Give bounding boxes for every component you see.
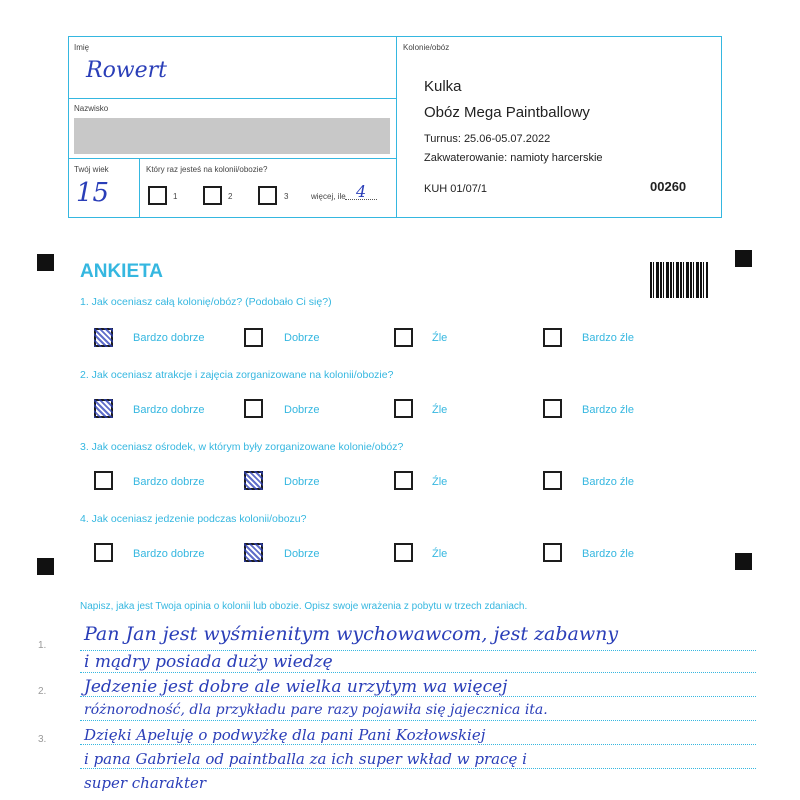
q1-bardzo-zle-checkbox[interactable] — [543, 328, 562, 347]
times-checkbox-2[interactable] — [203, 186, 222, 205]
line-number-1: 1. — [38, 640, 47, 651]
camp-code: KUH 01/07/1 — [424, 183, 487, 195]
writing-line-2 — [80, 672, 756, 673]
header-divider-age — [139, 158, 140, 218]
times-more-label: więcej, ile — [311, 192, 346, 201]
turnus: Turnus: 25.06-05.07.2022 — [424, 133, 551, 145]
surname-redacted — [74, 118, 390, 154]
q4-option-bardzo-zle: Bardzo źle — [582, 548, 634, 560]
times-checkbox-1[interactable] — [148, 186, 167, 205]
q1-dobrze-checkbox[interactable] — [244, 328, 263, 347]
name-value: Rowert — [86, 58, 168, 83]
barcode — [650, 262, 708, 298]
opinion-prompt: Napisz, jaka jest Twoja opinia o kolonii lub obozie. Opisz swoje wrażenia z pobytu w trzech zdaniach. — [80, 601, 528, 612]
alignment-marker-bottom-left — [37, 558, 54, 575]
q1-option-bardzo-zle: Bardzo źle — [582, 332, 634, 344]
accommodation: Zakwaterowanie: namioty harcerskie — [424, 152, 603, 164]
question-1: 1. Jak oceniasz całą kolonię/obóz? (Podobało Ci się?) — [80, 296, 332, 308]
q1-option-bardzo-dobrze: Bardzo dobrze — [133, 332, 205, 344]
q2-bardzo-zle-checkbox[interactable] — [543, 399, 562, 418]
q4-option-zle: Źle — [432, 548, 448, 560]
q2-option-bardzo-zle: Bardzo źle — [582, 404, 634, 416]
question-2: 2. Jak oceniasz atrakcje i zajęcia zorganizowane na kolonii/obozie? — [80, 369, 394, 381]
question-4: 4. Jak oceniasz jedzenie podczas kolonii/obozu? — [80, 513, 307, 525]
q3-option-zle: Źle — [432, 476, 448, 488]
q3-bardzo-zle-checkbox[interactable] — [543, 471, 562, 490]
handwriting-line-5: Dzięki Apeluję o podwyżkę dla pani Pani Kozłowskiej — [84, 726, 486, 744]
q2-dobrze-checkbox[interactable] — [244, 399, 263, 418]
line-number-3: 3. — [38, 734, 47, 745]
times-more-value: 4 — [356, 182, 367, 201]
age-label: Twój wiek — [74, 165, 109, 174]
camp-label: Kolonie/obóz — [403, 43, 450, 52]
alignment-marker-top-right — [735, 250, 752, 267]
camp-name: Kulka — [424, 78, 462, 95]
q4-option-bardzo-dobrze: Bardzo dobrze — [133, 548, 205, 560]
form-number: 00260 — [650, 179, 687, 194]
handwriting-line-1: Pan Jan jest wyśmienitym wychowawcom, jest zabawny — [84, 623, 619, 645]
alignment-marker-bottom-right — [735, 553, 752, 570]
times-checkbox-3[interactable] — [258, 186, 277, 205]
writing-line-1 — [80, 650, 756, 651]
age-value: 15 — [76, 178, 110, 208]
surname-label: Nazwisko — [74, 104, 109, 113]
alignment-marker-top-left — [37, 254, 54, 271]
writing-line-4 — [80, 720, 756, 721]
times-option-3: 3 — [284, 192, 289, 201]
q1-zle-checkbox[interactable] — [394, 328, 413, 347]
q3-zle-checkbox[interactable] — [394, 471, 413, 490]
q1-bardzo-dobrze-checkbox[interactable] — [94, 328, 113, 347]
q3-option-bardzo-zle: Bardzo źle — [582, 476, 634, 488]
header-divider-1 — [68, 98, 396, 99]
name-label: Imię — [74, 43, 90, 52]
q3-dobrze-checkbox[interactable] — [244, 471, 263, 490]
q2-option-bardzo-dobrze: Bardzo dobrze — [133, 404, 205, 416]
q4-bardzo-zle-checkbox[interactable] — [543, 543, 562, 562]
writing-line-5 — [80, 744, 756, 745]
handwriting-line-7: super charakter — [84, 774, 207, 792]
times-option-1: 1 — [173, 192, 178, 201]
q4-zle-checkbox[interactable] — [394, 543, 413, 562]
q3-option-dobrze: Dobrze — [284, 476, 320, 488]
q3-bardzo-dobrze-checkbox[interactable] — [94, 471, 113, 490]
q4-dobrze-checkbox[interactable] — [244, 543, 263, 562]
q2-option-dobrze: Dobrze — [284, 404, 320, 416]
question-3: 3. Jak oceniasz ośrodek, w którym były zorganizowane kolonie/obóz? — [80, 441, 404, 453]
camp-title: Obóz Mega Paintballowy — [424, 104, 590, 121]
survey-title: ANKIETA — [80, 261, 164, 282]
q1-option-dobrze: Dobrze — [284, 332, 320, 344]
times-option-2: 2 — [228, 192, 233, 201]
handwriting-line-4: różnorodność, dla przykładu pare razy pojawiła się jajecznica ita. — [84, 702, 548, 718]
header-divider-2 — [68, 158, 396, 159]
q4-option-dobrze: Dobrze — [284, 548, 320, 560]
handwriting-line-3: Jedzenie jest dobre ale wielka urzytym wa więcej — [84, 677, 508, 697]
header-divider-vertical — [396, 36, 397, 218]
q1-option-zle: Źle — [432, 332, 448, 344]
q3-option-bardzo-dobrze: Bardzo dobrze — [133, 476, 205, 488]
handwriting-line-2: i mądry posiada duży wiedzę — [84, 652, 333, 672]
q2-bardzo-dobrze-checkbox[interactable] — [94, 399, 113, 418]
q2-zle-checkbox[interactable] — [394, 399, 413, 418]
line-number-2: 2. — [38, 686, 47, 697]
writing-line-6 — [80, 768, 756, 769]
handwriting-line-6: i pana Gabriela od paintballa za ich super wkład w pracę i — [84, 750, 527, 768]
q2-option-zle: Źle — [432, 404, 448, 416]
times-label: Który raz jesteś na kolonii/obozie? — [146, 165, 268, 174]
q4-bardzo-dobrze-checkbox[interactable] — [94, 543, 113, 562]
